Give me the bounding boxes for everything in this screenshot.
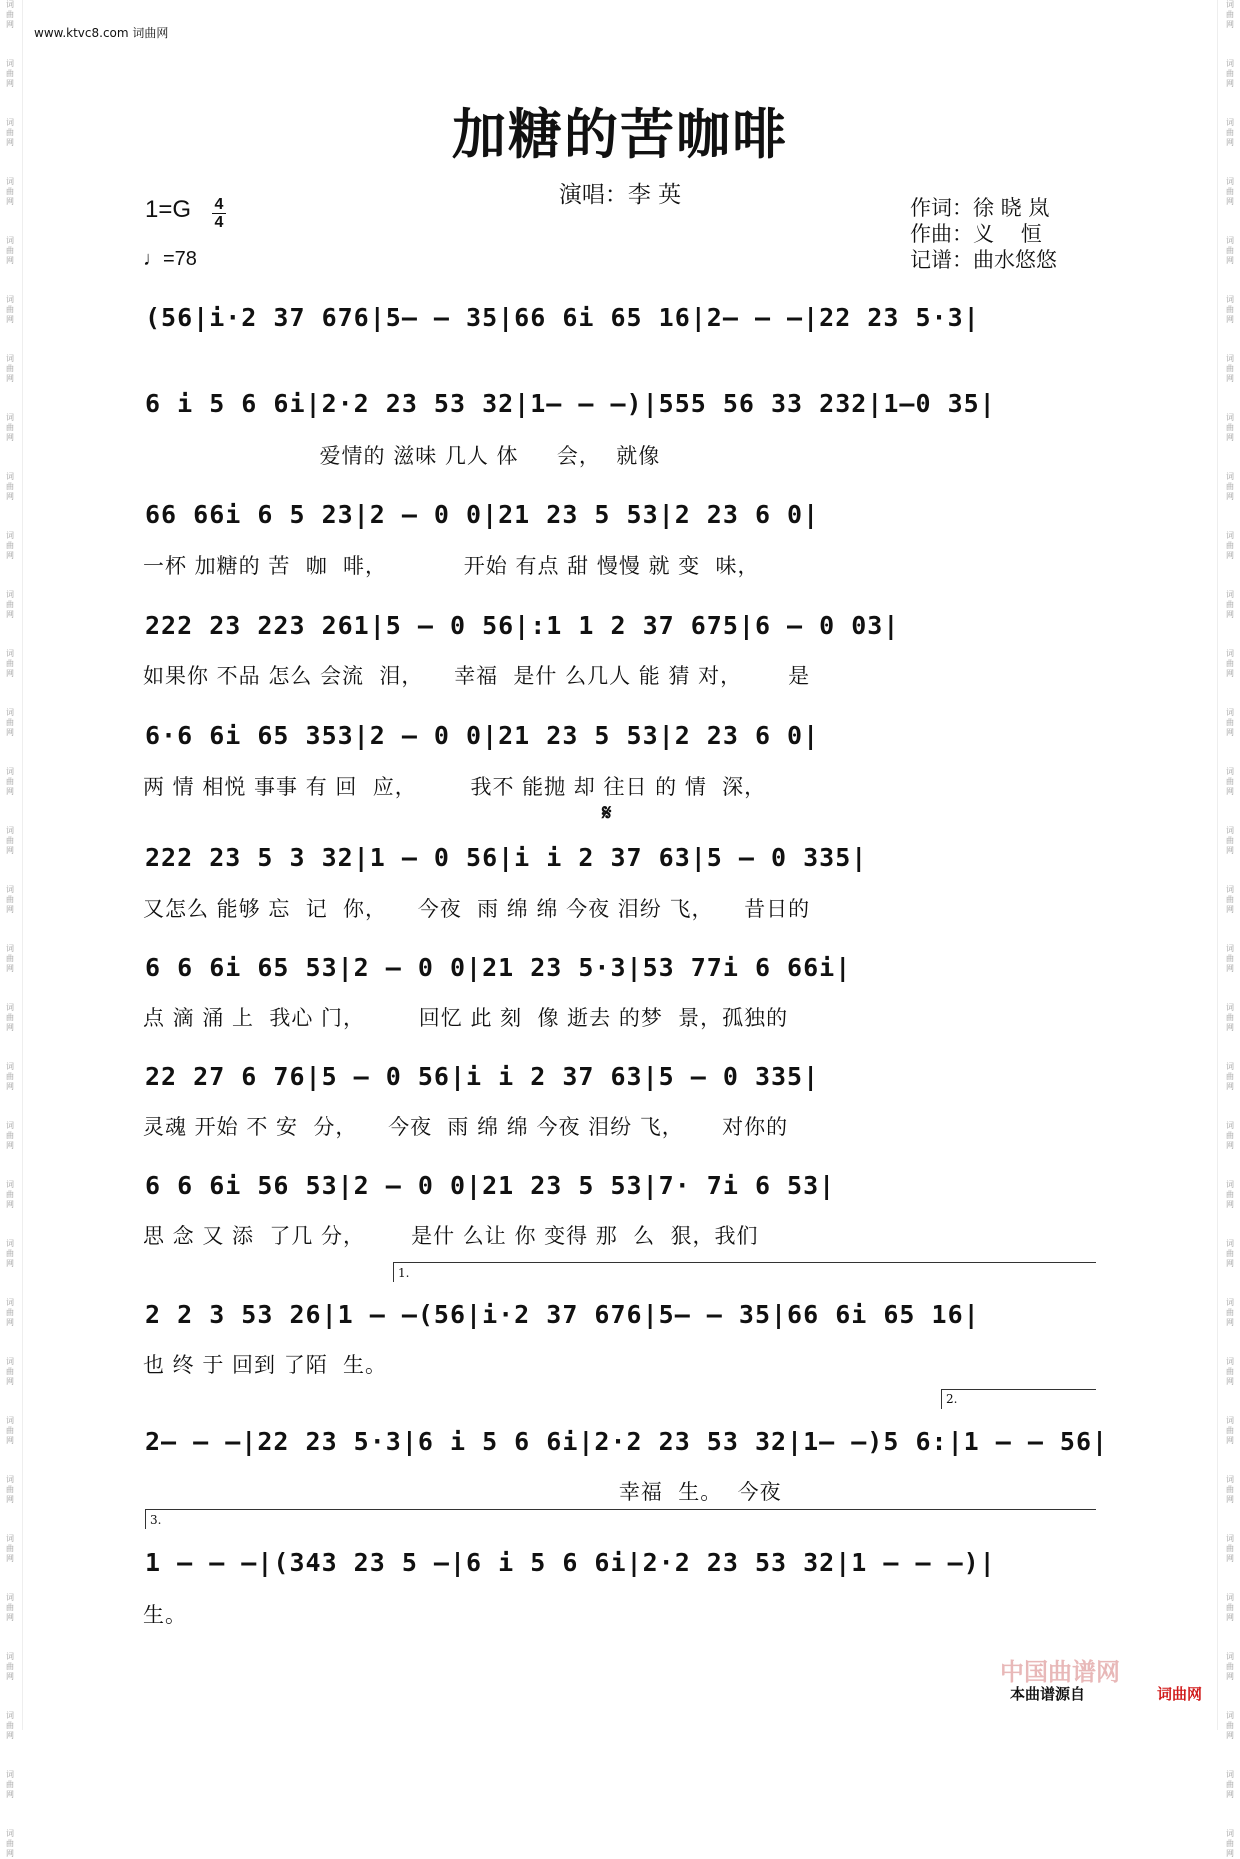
watermark-glyph: 词 曲 网 <box>6 1534 14 1563</box>
watermark-glyph: 词 曲 网 <box>6 1121 14 1150</box>
volta-bracket-2-edge <box>941 1389 942 1409</box>
lyric-line-5: 两 情 相悦 事事 有 回 应， 我不 能抛 却 往日 的 情 深， <box>143 775 767 799</box>
watermark-glyph: 词 曲 网 <box>6 472 14 501</box>
watermark-glyph: 词 曲 网 <box>6 885 14 914</box>
volta-bracket-2 <box>941 1389 1096 1390</box>
watermark-glyph: 词 曲 网 <box>6 1180 14 1209</box>
watermark-glyph: 词 曲 网 <box>1226 1829 1234 1858</box>
watermark-glyph: 词 曲 网 <box>6 0 14 29</box>
watermark-glyph: 词 曲 网 <box>6 1829 14 1858</box>
tempo-mark: ♩=78 <box>143 248 197 270</box>
notation-line-5: 6·6 6i 65 353|2 – 0 0|21 23 5 53|2 23 6 0| <box>145 721 820 750</box>
watermark-glyph: 词 曲 网 <box>1226 1003 1234 1032</box>
watermark-glyph: 词 曲 网 <box>6 413 14 442</box>
song-title: 加糖的苦咖啡 <box>452 102 788 166</box>
watermark-glyph: 词 曲 网 <box>6 1003 14 1032</box>
watermark-glyph: 词 曲 网 <box>6 1770 14 1799</box>
watermark-glyph: 词 曲 网 <box>6 826 14 855</box>
lyric-line-8: 灵魂 开始 不 安 分， 今夜 雨 绵 绵 今夜 泪纷 飞， 对你的 <box>143 1115 789 1139</box>
watermark-strip-right <box>1222 0 1238 1858</box>
notation-line-12: 1 – – –|(343 23 5 –|6 i 5 6 6i|2·2 23 53 32|1 – – –)| <box>145 1548 996 1577</box>
watermark-glyph: 词 曲 网 <box>6 649 14 678</box>
source-site-link[interactable]: 词曲网 <box>1157 1685 1203 1703</box>
watermark-glyph: 词 曲 网 <box>1226 885 1234 914</box>
site-logo: 中国曲谱网 <box>1000 1658 1120 1686</box>
notation-line-2: 6 i 5 6 6i|2·2 23 53 32|1– – –)|555 56 33 232|1–0 35| <box>145 389 996 418</box>
lyric-line-10: 也 终 于 回到 了陌 生。 <box>143 1353 388 1377</box>
watermark-glyph: 词 曲 网 <box>1226 1180 1234 1209</box>
notation-line-10: 2 2 3 53 26|1 – –(56|i·2 37 676|5– – 35|66 6i 65 16| <box>145 1300 980 1329</box>
volta-bracket-3 <box>145 1509 1096 1510</box>
watermark-glyph: 词 曲 网 <box>1226 944 1234 973</box>
watermark-glyph: 词 曲 网 <box>6 1416 14 1445</box>
transcriber: 记谱：曲水悠悠 <box>910 248 1057 272</box>
lyric-line-4: 如果你 不品 怎么 会流 泪， 幸福 是什 么几人 能 猜 对， 是 <box>143 664 811 688</box>
watermark-glyph: 词 曲 网 <box>6 295 14 324</box>
lyric-line-7: 点 滴 涌 上 我心 门， 回忆 此 刻 像 逝去 的梦 景，孤独的 <box>143 1006 789 1030</box>
lyric-line-3: 一杯 加糖的 苦 咖 啡， 开始 有点 甜 慢慢 就 变 味， <box>143 554 760 578</box>
volta-bracket-1-edge <box>393 1262 394 1282</box>
notation-line-9: 6 6 6i 56 53|2 – 0 0|21 23 5 53|7· 7i 6 53| <box>145 1171 836 1200</box>
lyric-line-2: 爱情的 滋味 几人 体 会， 就像 <box>143 444 661 468</box>
watermark-glyph: 词 曲 网 <box>6 1593 14 1622</box>
segno-sign: 𝄋 <box>602 800 612 826</box>
watermark-glyph: 词 曲 网 <box>6 531 14 560</box>
watermark-glyph: 词 曲 网 <box>1226 236 1234 265</box>
watermark-glyph: 词 曲 网 <box>1226 1534 1234 1563</box>
watermark-glyph: 词 曲 网 <box>6 1239 14 1268</box>
watermark-glyph: 词 曲 网 <box>6 1298 14 1327</box>
notation-line-1: (56|i·2 37 676|5– – 35|66 6i 65 16|2– – –|22 23 5·3| <box>145 303 980 332</box>
site-url[interactable]: www.ktvc8.com 词曲网 <box>34 26 169 40</box>
watermark-glyph: 词 曲 网 <box>6 354 14 383</box>
time-sig-bottom: 4 <box>214 214 224 231</box>
watermark-glyph: 词 曲 网 <box>1226 649 1234 678</box>
volta-bracket-1 <box>393 1262 1096 1263</box>
lyric-line-11: 幸福 生。 今夜 <box>143 1480 782 1504</box>
watermark-glyph: 词 曲 网 <box>6 1711 14 1740</box>
notation-line-6: 222 23 5 3 32|1 – 0 56|i i 2 37 63|5 – 0 335| <box>145 843 868 872</box>
watermark-glyph: 词 曲 网 <box>6 1062 14 1091</box>
source-label: 本曲谱源自 <box>1010 1685 1086 1703</box>
watermark-glyph: 词 曲 网 <box>6 708 14 737</box>
notation-line-11: 2– – –|22 23 5·3|6 i 5 6 6i|2·2 23 53 32|1– –)5 6:|1 – – 56| <box>145 1427 1109 1456</box>
watermark-glyph: 词 曲 网 <box>1226 295 1234 324</box>
notation-line-4: 222 23 223 261|5 – 0 56|:1 1 2 37 675|6 – 0 03| <box>145 611 900 640</box>
notation-line-3: 66 66i 6 5 23|2 – 0 0|21 23 5 53|2 23 6 0| <box>145 500 820 529</box>
watermark-glyph: 词 曲 网 <box>1226 413 1234 442</box>
watermark-glyph: 词 曲 网 <box>1226 354 1234 383</box>
watermark-glyph: 词 曲 网 <box>1226 531 1234 560</box>
lyric-line-12: 生。 <box>143 1603 187 1627</box>
watermark-glyph: 词 曲 网 <box>1226 1357 1234 1386</box>
composer: 作曲：义 恒 <box>910 222 1042 246</box>
watermark-glyph: 词 曲 网 <box>6 177 14 206</box>
watermark-glyph: 词 曲 网 <box>1226 1770 1234 1799</box>
watermark-glyph: 词 曲 网 <box>1226 1416 1234 1445</box>
credits <box>910 195 1057 273</box>
watermark-glyph: 词 曲 网 <box>1226 767 1234 796</box>
watermark-glyph: 词 曲 网 <box>1226 590 1234 619</box>
volta-label-2: 2. <box>946 1392 958 1406</box>
time-sig-top: 4 <box>214 196 224 213</box>
lyric-line-6: 又怎么 能够 忘 记 你， 今夜 雨 绵 绵 今夜 泪纷 飞， 昔日的 <box>143 897 811 921</box>
volta-label-3: 3. <box>150 1513 162 1527</box>
watermark-glyph: 词 曲 网 <box>1226 472 1234 501</box>
watermark-glyph: 词 曲 网 <box>6 1357 14 1386</box>
watermark-glyph: 词 曲 网 <box>6 590 14 619</box>
notation-line-7: 6 6 6i 65 53|2 – 0 0|21 23 5·3|53 77i 6 66i| <box>145 953 852 982</box>
volta-bracket-3-edge <box>145 1509 146 1529</box>
watermark-glyph: 词 曲 网 <box>1226 118 1234 147</box>
lyricist: 作词：徐 晓 岚 <box>910 196 1050 220</box>
volta-label-1: 1. <box>398 1266 410 1280</box>
watermark-glyph: 词 曲 网 <box>1226 1121 1234 1150</box>
watermark-glyph: 词 曲 网 <box>6 767 14 796</box>
singer-label: 演唱：李 英 <box>558 182 682 208</box>
watermark-glyph: 词 曲 网 <box>1226 59 1234 88</box>
watermark-glyph: 词 曲 网 <box>1226 1652 1234 1681</box>
watermark-glyph: 词 曲 网 <box>6 944 14 973</box>
watermark-strip-left <box>2 0 18 1858</box>
watermark-glyph: 词 曲 网 <box>1226 708 1234 737</box>
watermark-glyph: 词 曲 网 <box>1226 826 1234 855</box>
watermark-glyph: 词 曲 网 <box>1226 1593 1234 1622</box>
watermark-glyph: 词 曲 网 <box>1226 1475 1234 1504</box>
watermark-glyph: 词 曲 网 <box>1226 1239 1234 1268</box>
watermark-glyph: 词 曲 网 <box>6 236 14 265</box>
watermark-glyph: 词 曲 网 <box>1226 0 1234 29</box>
time-signature <box>212 196 226 231</box>
key-signature: 1=G <box>145 196 192 223</box>
watermark-glyph: 词 曲 网 <box>6 59 14 88</box>
notation-line-8: 22 27 6 76|5 – 0 56|i i 2 37 63|5 – 0 335| <box>145 1062 820 1091</box>
watermark-glyph: 词 曲 网 <box>1226 177 1234 206</box>
watermark-glyph: 词 曲 网 <box>6 1475 14 1504</box>
watermark-glyph: 词 曲 网 <box>6 1652 14 1681</box>
watermark-glyph: 词 曲 网 <box>1226 1298 1234 1327</box>
watermark-glyph: 词 曲 网 <box>1226 1711 1234 1740</box>
watermark-glyph: 词 曲 网 <box>1226 1062 1234 1091</box>
watermark-glyph: 词 曲 网 <box>6 118 14 147</box>
lyric-line-9: 思 念 又 添 了几 分， 是什 么让 你 变得 那 么 狠，我们 <box>143 1224 759 1248</box>
